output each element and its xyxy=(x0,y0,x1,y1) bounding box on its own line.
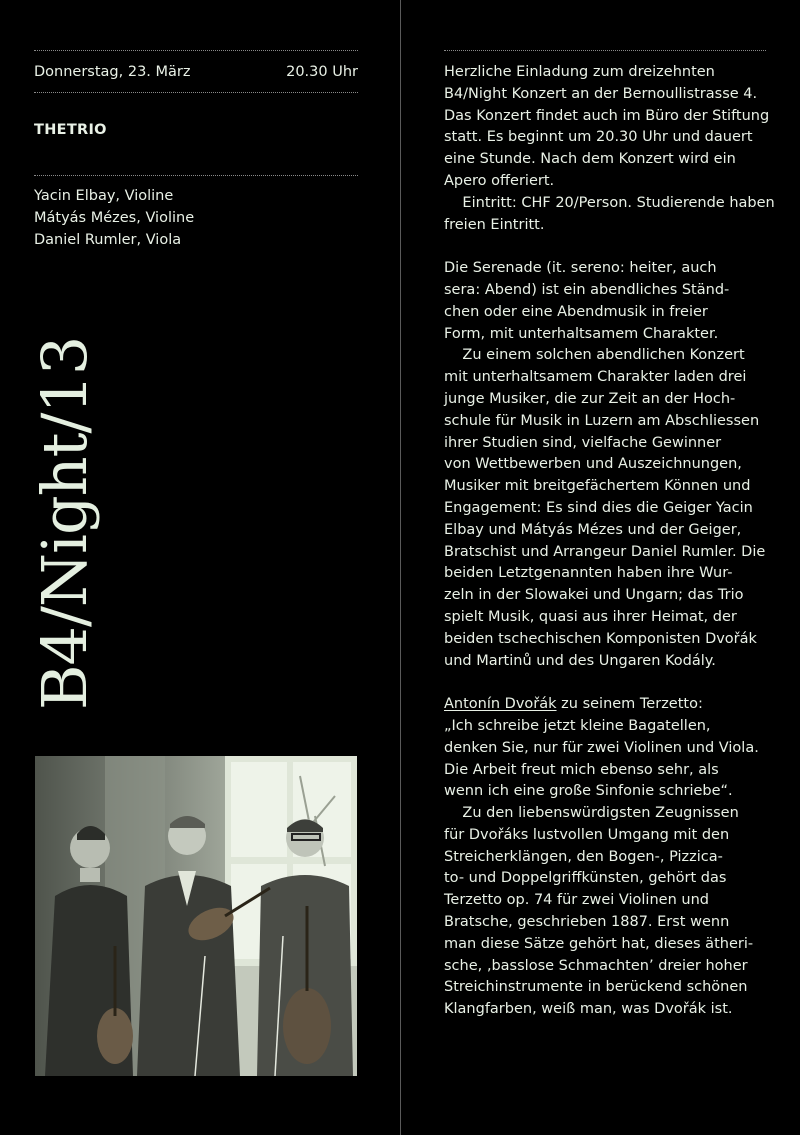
ensemble-name: THETRIO xyxy=(34,122,107,138)
text-line: Klangfarben, weiß man, was Dvořák ist. xyxy=(444,1001,733,1018)
text-line: Apero offeriert. xyxy=(444,172,555,189)
text-line: spielt Musik, quasi aus ihrer Heimat, der xyxy=(444,608,737,625)
performer-list xyxy=(34,185,194,251)
closing-paragraph xyxy=(444,803,774,1021)
dotted-rule-right xyxy=(444,50,766,51)
text-line: „Ich schreibe jetzt kleine Bagatellen, xyxy=(444,717,711,734)
quote-intro-rest: zu seinem Terzetto: xyxy=(556,696,703,713)
dotted-rule-top xyxy=(34,50,358,51)
text-line: von Wettbewerben und Auszeichnungen, xyxy=(444,456,742,473)
text-line: statt. Es beginnt um 20.30 Uhr und dauert xyxy=(444,129,753,146)
dotted-rule-3 xyxy=(34,175,358,176)
text-line: schule für Musik in Luzern am Abschliessen xyxy=(444,412,760,429)
text-line: junge Musiker, die zur Zeit an der Hoch- xyxy=(444,390,736,407)
event-date: Donnerstag, 23. März xyxy=(34,64,191,80)
text-line: beiden tschechischen Komponisten Dvořák xyxy=(444,630,757,647)
text-line: sche, ‚basslose Schmachten’ dreier hoher xyxy=(444,957,748,974)
text-line: man diese Sätze gehört hat, dieses ätheri- xyxy=(444,935,754,952)
text-line: wenn ich eine große Sinfonie schriebe“. xyxy=(444,783,733,800)
text-line: Form, mit unterhaltsamem Charakter. xyxy=(444,325,719,342)
text-line: Streicherklängen, den Bogen-, Pizzica- xyxy=(444,848,723,865)
serenade-paragraph xyxy=(444,258,774,345)
text-line: Bratschist und Arrangeur Daniel Rumler. Die xyxy=(444,543,766,560)
text-line: Die Arbeit freut mich ebenso sehr, als xyxy=(444,761,719,778)
text-line: Elbay und Mátyás Mézes und der Geiger, xyxy=(444,521,742,538)
text-line: freien Eintritt. xyxy=(444,216,545,233)
text-line: denken Sie, nur für zwei Violinen und Viola. xyxy=(444,739,759,756)
text-line: für Dvořáks lustvollen Umgang mit den xyxy=(444,826,730,843)
text-line: Die Serenade (it. sereno: heiter, auch xyxy=(444,260,717,277)
text-line: eine Stunde. Nach dem Konzert wird ein xyxy=(444,151,736,168)
text-line: ihrer Studien sind, vielfache Gewinner xyxy=(444,434,722,451)
performer-item: Yacin Elbay, Violine xyxy=(34,188,174,204)
trio-photo xyxy=(35,756,357,1076)
event-title-vertical: B4/Night/13 xyxy=(28,336,101,710)
performer-item: Mátyás Mézes, Violine xyxy=(34,210,195,226)
performer-item: Daniel Rumler, Viola xyxy=(34,232,182,248)
text-line: Zu den liebenswürdigsten Zeugnissen xyxy=(444,805,739,822)
text-line: Terzetto op. 74 für zwei Violinen und xyxy=(444,892,709,909)
quote-paragraph xyxy=(444,694,774,803)
event-time: 20.30 Uhr xyxy=(286,64,358,80)
admission-paragraph xyxy=(444,193,774,237)
text-line: beiden Letztgenannten haben ihre Wur- xyxy=(444,565,733,582)
quote-author: Antonín Dvořák xyxy=(444,696,557,713)
quote-intro xyxy=(444,694,774,716)
text-line: Streichinstrumente in berückend schönen xyxy=(444,979,748,996)
invitation-text xyxy=(444,62,774,1021)
text-line: mit unterhaltsamem Charakter laden drei xyxy=(444,369,747,386)
dotted-rule-2 xyxy=(34,92,358,93)
text-line: und Martinů und des Ungaren Kodály. xyxy=(444,652,716,669)
text-line: zeln in der Slowakei und Ungarn; das Trio xyxy=(444,587,744,604)
trio-photo-icon xyxy=(35,756,357,1076)
text-line: Eintritt: CHF 20/Person. Studierende haben xyxy=(444,194,775,211)
text-line: Bratsche, geschrieben 1887. Erst wenn xyxy=(444,914,730,931)
page-fold-divider xyxy=(400,0,401,1135)
text-line: chen oder eine Abendmusik in freier xyxy=(444,303,708,320)
text-line: Musiker mit breitgefächertem Können und xyxy=(444,478,751,495)
text-line: to- und Doppelgriffkünsten, gehört das xyxy=(444,870,727,887)
text-line: Das Konzert findet auch im Büro der Stiftung xyxy=(444,107,770,124)
intro-paragraph xyxy=(444,62,774,193)
text-line: B4/Night Konzert an der Bernoullistrasse 4. xyxy=(444,85,758,102)
event-meta xyxy=(34,62,358,82)
text-line: sera: Abend) ist ein abendliches Ständ- xyxy=(444,281,730,298)
concert-paragraph xyxy=(444,345,774,672)
text-line: Zu einem solchen abendlichen Konzert xyxy=(444,347,745,364)
text-line: Engagement: Es sind dies die Geiger Yacin xyxy=(444,499,753,516)
text-line: Herzliche Einladung zum dreizehnten xyxy=(444,64,715,80)
